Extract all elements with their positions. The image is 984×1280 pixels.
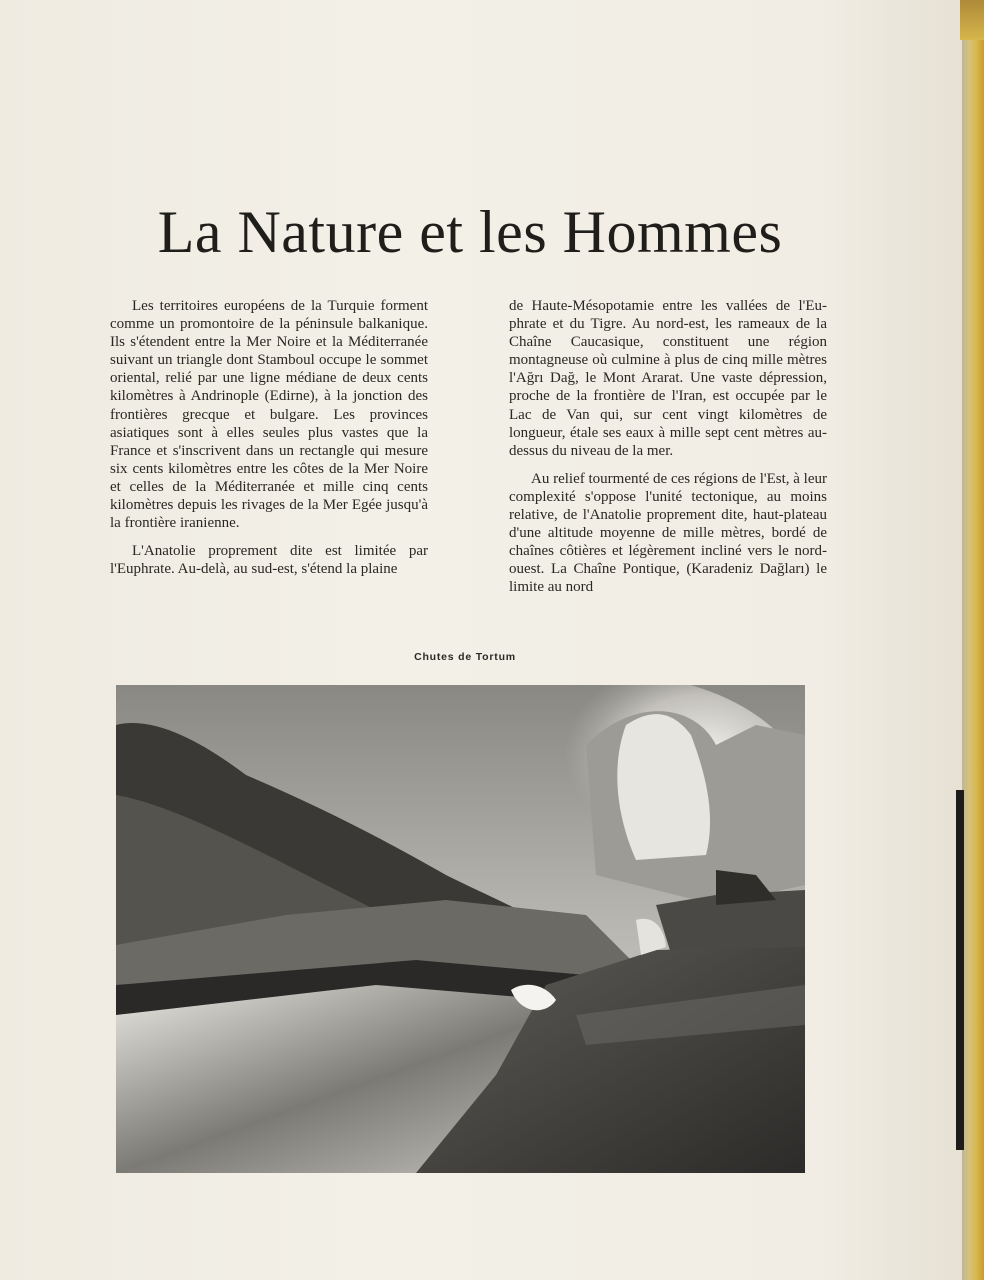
photo-caption: Chutes de Tortum <box>414 651 516 663</box>
text-column-right <box>509 297 827 607</box>
text-column-left <box>110 297 428 588</box>
waterfall-photo <box>116 685 805 1173</box>
paragraph: de Haute-Mésopotamie entre les vallées de l'Euphrate et du Tigre. Au nord-est, les rameaux de la Chaîne Caucasique, constituent une région montagneuse où culmine à plus de cinq mille mètres l'Ağrı Dağ, le Mont Ararat. Une vaste dépression, proche de la frontière de l'Iran, est occupée par le Lac de Van qui, sur cent vingt kilomètres de longueur, étale ses eaux à mille sept cent mètres au-dessus du niveau de la mer. <box>509 298 827 459</box>
page-edge-shadow <box>956 790 964 1150</box>
waterfall-illustration <box>116 685 805 1173</box>
paragraph: Au relief tourmenté de ces régions de l'Est, à leur complexité s'oppose l'unité tectonique, au moins relative, de l'Anatolie proprement dite, haut-plateau d'une altitude moyenne de mille mètres, bordé de chaînes côtières et légèrement incliné vers le nord-ouest. La Chaîne Pontique, (Karadeniz Dağları) le limite au nord <box>509 470 827 596</box>
page-edge <box>962 0 984 1280</box>
page-title: La Nature et les Hommes <box>157 199 783 265</box>
page-edge-top <box>960 0 984 40</box>
paragraph: L'Anatolie proprement dite est limitée par l'Euphrate. Au-delà, au sud-est, s'étend la plaine <box>110 543 428 578</box>
paragraph: Les territoires européens de la Turquie forment comme un promontoire de la péninsule balkanique. Ils s'étendent entre la Mer Noire et la Méditerranée suivant un triangle dont Stamboul occupe le sommet oriental, relié par une ligne médiane de deux cents kilomètres à Andrinople (Edirne), à la jonction des frontières grecque et bulgare. Les provinces asiatiques sont à elles seules plus vastes que la France et s'inscrivent dans un rectangle qui mesure six cents kilomètres entre les côtes de la Mer Noire et celles de la Méditerranée et mille cinq cents kilomètres depuis les rivages de la Mer Egée jusqu'à la frontière iranienne. <box>110 298 428 532</box>
